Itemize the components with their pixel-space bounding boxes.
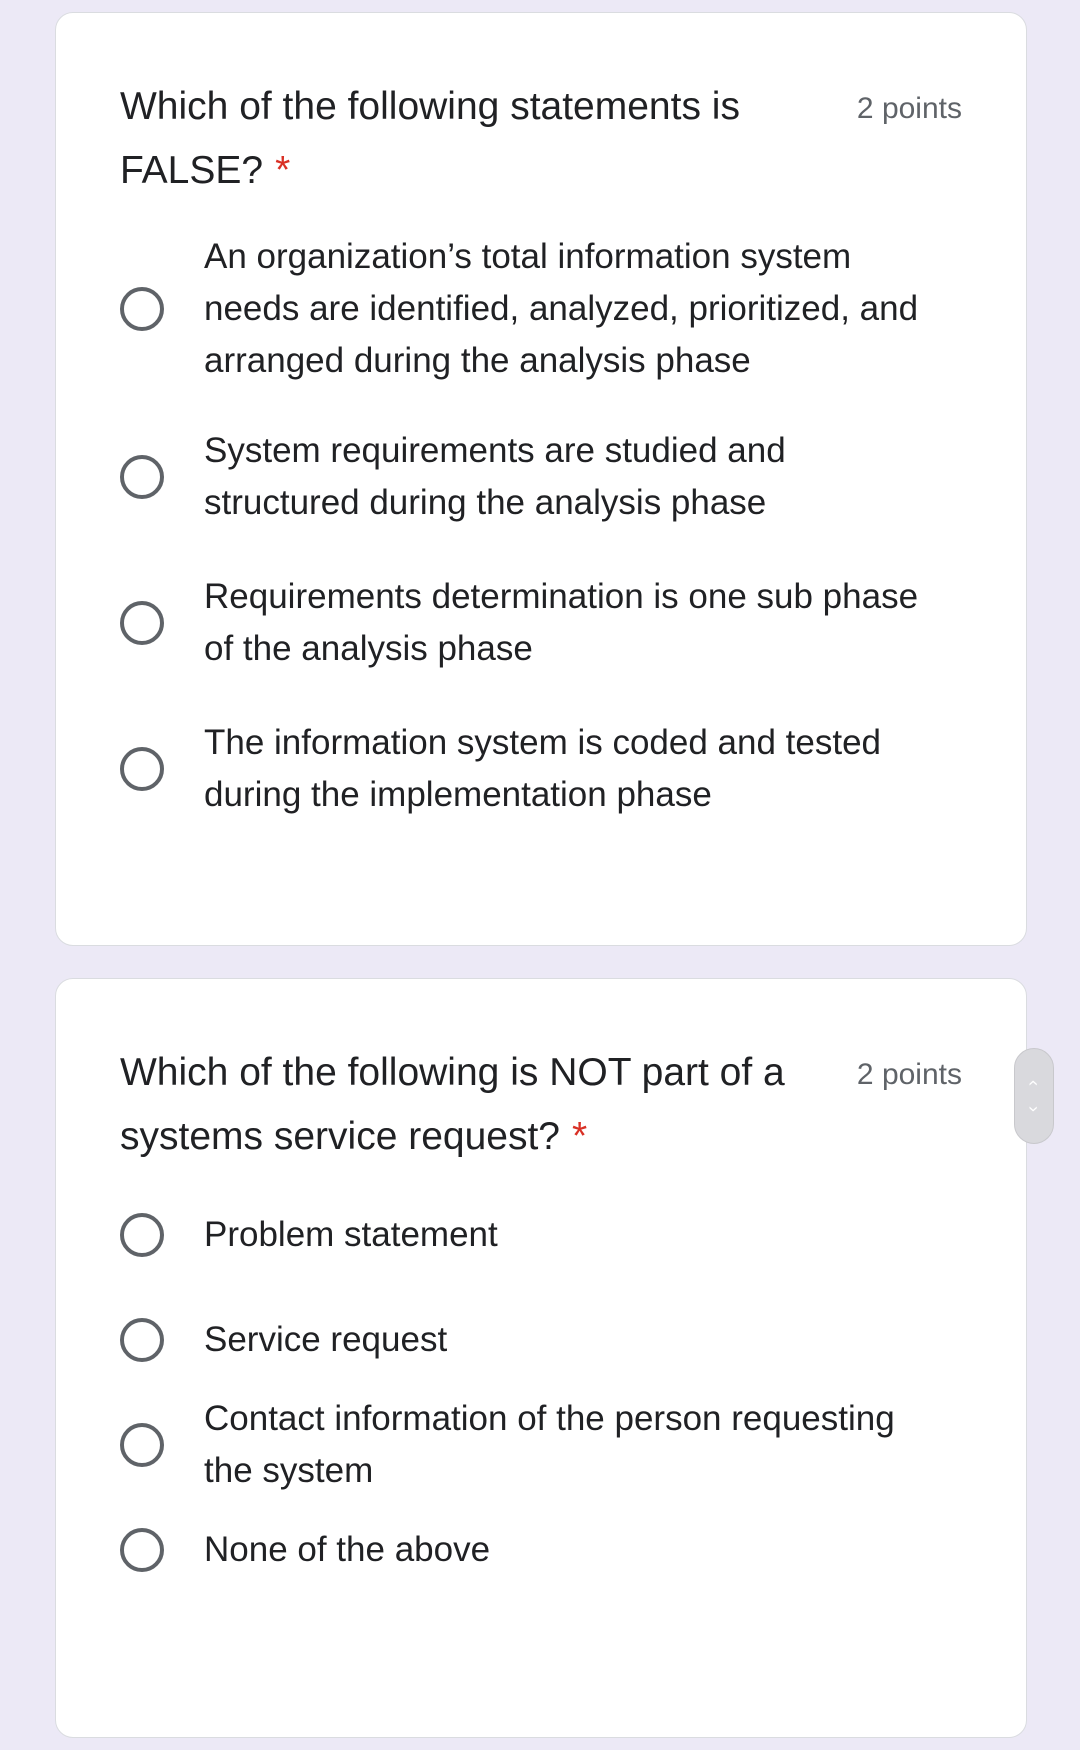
radio-button[interactable] (120, 601, 164, 645)
option-label: The information system is coded and tested during the implementation phase (204, 723, 882, 814)
question-header (120, 1041, 962, 1169)
option-label: System requirements are studied and structured during the analysis phase (204, 431, 786, 522)
question-card-2 (55, 978, 1027, 1738)
radio-button[interactable] (120, 1423, 164, 1467)
option-4[interactable] (120, 1520, 962, 1580)
option-label: Service request (204, 1320, 448, 1359)
option-label: Contact information of the person requesting the system (204, 1399, 895, 1490)
radio-button[interactable] (120, 1213, 164, 1257)
option-label: Problem statement (204, 1215, 498, 1254)
required-asterisk: * (275, 149, 291, 192)
option-1[interactable] (120, 239, 962, 379)
question-card-1 (55, 12, 1027, 946)
radio-button[interactable] (120, 287, 164, 331)
points-label: 2 points (856, 92, 962, 125)
option-label: Requirements determination is one sub phase of the analysis phase (204, 577, 919, 668)
option-3[interactable] (120, 571, 962, 675)
chevron-up-icon[interactable]: ‹ (1024, 1080, 1044, 1086)
option-label: None of the above (204, 1530, 491, 1569)
question-title (120, 75, 857, 203)
question-text: Which of the following is NOT part of a systems service request? (120, 1051, 785, 1158)
question-header (120, 75, 962, 203)
radio-button[interactable] (120, 455, 164, 499)
option-4[interactable] (120, 717, 962, 821)
points-label: 2 points (856, 1058, 962, 1091)
question-text: Which of the following statements is FALSE? (120, 85, 740, 192)
chevron-down-icon[interactable]: › (1024, 1106, 1044, 1112)
question-title (120, 1041, 857, 1169)
option-label: An organization’s total information system needs are identified, analyzed, prioritized, and arranged during the analysis phase (204, 237, 919, 380)
radio-button[interactable] (120, 1318, 164, 1362)
option-1[interactable] (120, 1205, 962, 1265)
scroll-control[interactable] (1014, 1048, 1054, 1144)
radio-button[interactable] (120, 1528, 164, 1572)
option-2[interactable] (120, 425, 962, 529)
required-asterisk: * (572, 1115, 588, 1158)
radio-button[interactable] (120, 747, 164, 791)
option-3[interactable] (120, 1393, 962, 1497)
option-2[interactable] (120, 1310, 962, 1370)
